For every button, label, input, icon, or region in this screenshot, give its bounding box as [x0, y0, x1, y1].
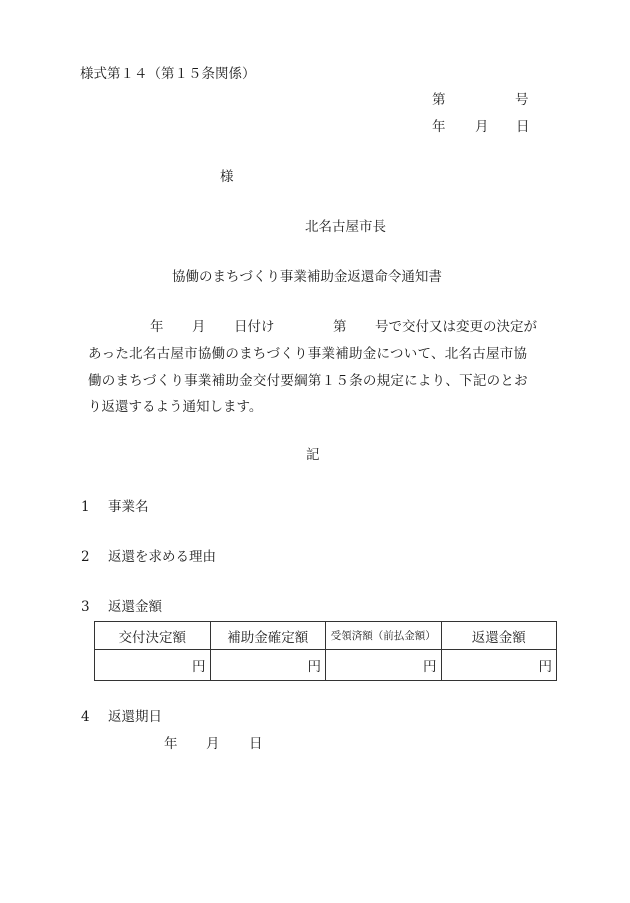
body-day: 日付け [234, 319, 275, 335]
item-3-label: 返還金額 [108, 599, 162, 615]
header-received-amount: 受領済額（前払金額） [326, 622, 442, 650]
deadline-month: 月 [206, 736, 220, 752]
item-2-label: 返還を求める理由 [108, 549, 216, 565]
item-4-number: 4 [81, 709, 90, 725]
issuer: 北名古屋市長 [305, 219, 386, 235]
doc-number-go: 号 [515, 92, 529, 108]
doc-date-month: 月 [475, 119, 489, 135]
table-row [95, 650, 557, 681]
body-line-3: 働のまちづくり事業補助金交付要綱第１５条の規定により、下記のとお [88, 373, 528, 389]
body-line-2: あった北名古屋市協働のまちづくり事業補助金について、北名古屋市協 [88, 346, 528, 362]
cell-received-amount[interactable]: 円 [326, 650, 442, 681]
ki-heading: 記 [306, 447, 320, 463]
body-line-4: り返還するよう通知します。 [88, 399, 263, 415]
item-1-label: 事業名 [108, 499, 149, 515]
header-confirmed-amount: 補助金確定額 [210, 622, 326, 650]
return-amount-table [94, 621, 557, 681]
header-return-amount: 返還金額 [441, 622, 557, 650]
header-grant-decision-amount: 交付決定額 [95, 622, 211, 650]
doc-date-year: 年 [432, 119, 446, 135]
deadline-day: 日 [249, 736, 263, 752]
deadline-year: 年 [164, 736, 178, 752]
cell-return-amount[interactable]: 円 [441, 650, 557, 681]
body-month: 月 [192, 319, 206, 335]
table-header-row [95, 622, 557, 650]
body-dai: 第 [333, 319, 347, 335]
item-3-number: 3 [81, 599, 90, 615]
document-title: 協働のまちづくり事業補助金返還命令通知書 [172, 269, 442, 285]
form-number: 様式第１４（第１５条関係） [80, 66, 256, 82]
item-2-number: 2 [81, 549, 90, 565]
doc-date-day: 日 [516, 119, 530, 135]
item-4-label: 返還期日 [108, 709, 162, 725]
doc-number-dai: 第 [432, 92, 446, 108]
body-year: 年 [150, 319, 164, 335]
cell-grant-decision-amount[interactable]: 円 [95, 650, 211, 681]
item-1-number: 1 [81, 499, 90, 515]
body-line1-rest: 号で交付又は変更の決定が [375, 319, 537, 335]
addressee-suffix: 様 [220, 169, 234, 185]
cell-confirmed-amount[interactable]: 円 [210, 650, 326, 681]
